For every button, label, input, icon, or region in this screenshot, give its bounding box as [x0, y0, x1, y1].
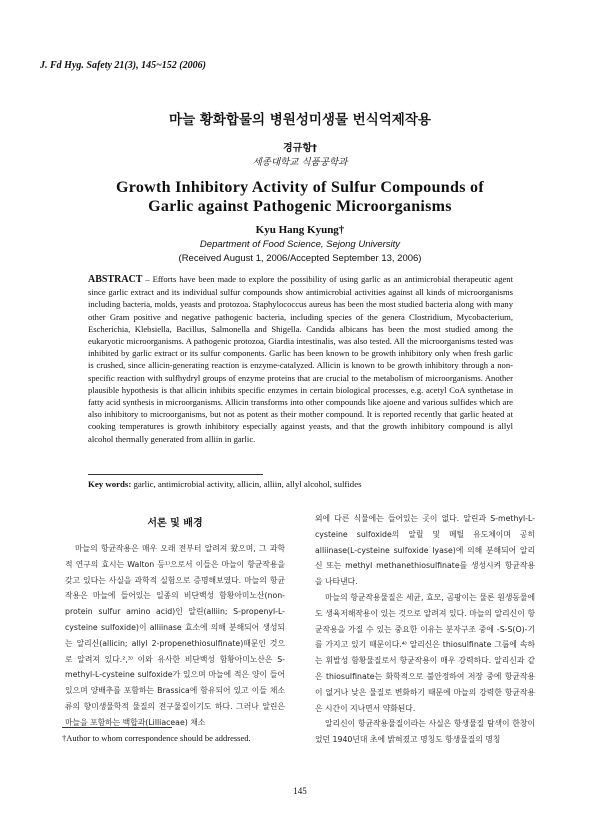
- page-number: 145: [293, 786, 307, 796]
- right-column-paragraph-2: 마늘의 항균작용물질은 세균, 효모, 곰팡이는 물론 원생동물에도 생육저해작용이 있는 것으로 알려져 있다. 마늘의 알리신이 항균작용을 가질 수 있는 중요한 이유는 분자구조 중에 -S-S(O)-기를 가지고 있기 때문이다.⁴⁾ 알리신은 thiosulfinate 그룹에 속하는 휘발성 함황물질로서 항균작용이 매우 강력하다. 알리신과 같은 thiosulfinate는 화학적으로 불안정하여 저장 중에 항균작용이 없거나 낮은 물질로 변화하기 때문에 마늘의 강력한 항균작용은 시간이 지나면서 약화된다.: [315, 592, 535, 713]
- abstract-heading: ABSTRACT: [88, 274, 143, 285]
- english-title-line-1: Growth Inhibitory Activity of Sulfur Compounds of: [116, 179, 484, 196]
- left-column-paragraph: 마늘의 항균작용은 매우 오래 전부터 알려져 왔으며, 그 과학적 연구의 효시는 Walton 등¹⁾으로서 이들은 마늘이 항균작용을 갖고 있다는 사실을 과학적 실험으로 증명해보였다. 마늘의 항균작용은 마늘에 들어있는 일종의 비단백성 함황아미노산(non-protein sulfur amino acid)인 알린(alliin; S-propenyl-L-cysteine sulfoxide)이 alliinase 효소에 의해 분해되어 생성되는 알리신(allicin; allyl 2-propenethiosulfinate)때문인 것으로 알려져 있다.²,³⁾ 이와 유사한 비단백성 함황아미노산은 S-methyl-L-cysteine sulfoxide가 있으며 마늘에 적은 양이 들어있으며 양배추를 포함하는 Brassica에 함유되어 있고 이들 채소류의 향미생물학적 물질의 전구물질이기도 하다. 그러나 알린은 마늘을 포함하는 백합과(Lilliaceae) 채소: [65, 544, 285, 727]
- keywords-body: garlic, antimicrobial activity, allicin, alliin, allyl alcohol, sulfides: [131, 479, 362, 489]
- korean-author: 경규항†: [283, 143, 317, 154]
- received-dates: (Received August 1, 2006/Accepted September 13, 2006): [178, 253, 422, 264]
- right-column: [315, 511, 535, 748]
- english-title-line-2: Garlic against Pathogenic Microorganisms: [148, 198, 452, 215]
- korean-title: 마늘 황화합물의 병원성미생물 번식억제작용: [169, 112, 431, 128]
- keywords: [88, 479, 513, 489]
- english-author: Kyu Hang Kyung†: [255, 224, 345, 236]
- journal-citation: J. Fd Hyg. Safety 21(3), 145~152 (2006): [40, 60, 206, 71]
- keywords-heading: Key words:: [88, 479, 132, 489]
- footnote-divider: [62, 727, 172, 728]
- english-affiliation: Department of Food Science, Sejong University: [199, 239, 401, 250]
- abstract: [88, 273, 513, 445]
- korean-affiliation: 세종대학교 식품공학과: [252, 157, 348, 168]
- section-title: 서론 및 배경: [147, 518, 203, 529]
- right-column-paragraph-3: 알리신이 항균작용물질이라는 사실은 항생물질 탐색이 한창이었던 1940년대 초에 밝혀졌고 명칭도 항생물질의 명칭: [315, 719, 535, 745]
- english-title: [0, 178, 600, 216]
- left-column: [65, 541, 285, 731]
- right-column-paragraph-1: 외에 다른 식물에는 들어있는 곳이 없다. 알린과 S-methyl-L-cysteine sulfoxide의 알릴 및 메틸 유도체이며 공히 alliinase(L-cysteine sulfoxide lyase)에 의해 분해되어 알리신 또는 methyl methanethiosulfinate를 생성시켜 항균작용을 나타낸다.: [315, 514, 535, 587]
- keywords-divider: [88, 474, 263, 475]
- footnote: †Author to whom correspondence should be addressed.: [62, 733, 251, 743]
- abstract-body: – Efforts have been made to explore the possibility of using garlic as an antimicrobial therapeutic agent since garlic extract and its individual sulfur compounds show antimicrobial activities against all kinds of microorganisms including bacteria, molds, yeasts and protozoa. Staphylococcus aureus has been the most studied bacteria along with many other Gram positive and negative pathogenic bacteria, including species of the genera Clostridium, Mycobacterium, Escherichia, Klebsiella, Bacillus, Salmonella and Shigella. Candida albicans has been the most studied among the eukaryotic microorganisms. A pathogenic protozoa, Giardia intestinalis, was also tested. All the microorganisms tested was inhibited by garlic extract or its sulfur components. Garlic has been known to be growth inhibitory only when fresh garlic is crushed, since allicin-generating reaction is enzyme-catalyzed. Allicin is known to be growth inhibitory through a non-specific reaction with sulfhydryl groups of enzyme proteins that are crucial to the metabolism of microorganisms. Another plausible hypothesis is that allicin inhibits specific enzymes in certain biological processes, e.g. acetyl CoA synthetase in fatty acid synthesis in microorganisms. Allicin transforms into other compounds like ajoene and various sulfides which are also inhibitory to microorganisms, but not as potent as their mother compound. It is reported recently that garlic heated at cooking temperatures is growth inhibitory especially against yeasts, and that the growth inhibitory compound is allyl alcohol thermally generated from alliin in garlic.: [88, 274, 513, 444]
